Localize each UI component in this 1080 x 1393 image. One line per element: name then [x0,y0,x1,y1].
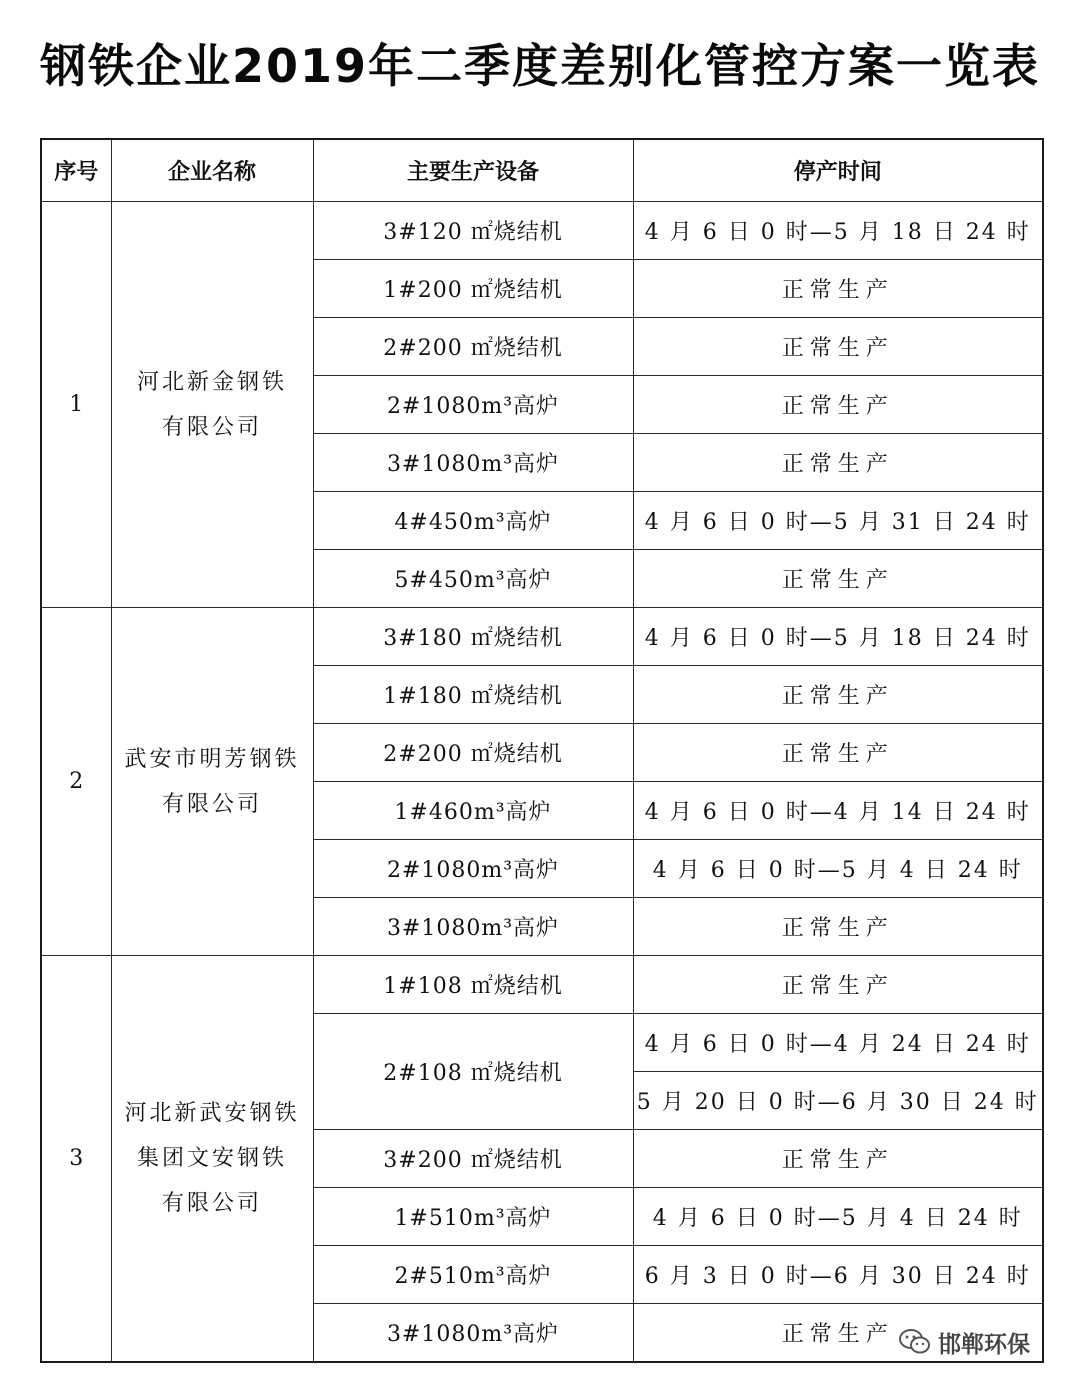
stop-time-cell: 正常生产 [633,434,1043,492]
row-index: 1 [41,202,111,608]
equipment-cell: 1#180 ㎡烧结机 [313,666,633,724]
header-stop-time: 停产时间 [633,139,1043,202]
equipment-cell: 3#120 ㎡烧结机 [313,202,633,260]
stop-time-cell: 正常生产 [633,898,1043,956]
equipment-cell: 2#510m³高炉 [313,1246,633,1304]
company-name-line: 河北新武安钢铁 [124,1101,300,1126]
stop-time-cell: 正常生产 [633,1130,1043,1188]
table-body [41,202,1043,1363]
stop-time-cell: 正常生产 [633,550,1043,608]
stop-time-cell: 正常生产 [633,376,1043,434]
stop-time-cell: 正常生产 [633,724,1043,782]
equipment-cell: 2#108 ㎡烧结机 [313,1014,633,1130]
company-name [111,956,313,1363]
stop-time-cell: 4 月 6 日 0 时—5 月 18 日 24 时 [633,202,1043,260]
stop-time-cell: 6 月 3 日 0 时—6 月 30 日 24 时 [633,1246,1043,1304]
row-index: 2 [41,608,111,956]
equipment-cell: 3#1080m³高炉 [313,1304,633,1363]
equipment-cell: 1#510m³高炉 [313,1188,633,1246]
equipment-cell: 2#1080m³高炉 [313,376,633,434]
company-name-line: 有限公司 [161,414,262,440]
stop-time-cell: 5 月 20 日 0 时—6 月 30 日 24 时 [633,1072,1043,1130]
table-row [41,956,1043,1014]
company-name [111,608,313,956]
equipment-cell: 2#1080m³高炉 [313,840,633,898]
stop-time-cell: 4 月 6 日 0 时—5 月 18 日 24 时 [633,608,1043,666]
stop-time-cell: 正常生产 [633,1304,1043,1363]
equipment-cell: 2#200 ㎡烧结机 [313,318,633,376]
table-row [41,202,1043,260]
company-name-line: 河北新金钢铁 [136,369,287,395]
stop-time-cell: 正常生产 [633,666,1043,724]
stop-time-cell: 4 月 6 日 0 时—4 月 24 日 24 时 [633,1014,1043,1072]
wechat-icon [898,1327,932,1357]
equipment-cell: 3#1080m³高炉 [313,434,633,492]
equipment-cell: 2#200 ㎡烧结机 [313,724,633,782]
company-name-line: 有限公司 [161,1191,262,1216]
equipment-cell: 3#1080m³高炉 [313,898,633,956]
equipment-cell: 3#180 ㎡烧结机 [313,608,633,666]
table-header-row [41,139,1043,202]
equipment-cell: 3#200 ㎡烧结机 [313,1130,633,1188]
equipment-cell: 1#200 ㎡烧结机 [313,260,633,318]
equipment-cell: 1#108 ㎡烧结机 [313,956,633,1014]
company-name-line: 武安市明芳钢铁 [124,746,300,772]
header-company: 企业名称 [111,139,313,202]
equipment-cell: 5#450m³高炉 [313,550,633,608]
stop-time-cell: 4 月 6 日 0 时—5 月 31 日 24 时 [633,492,1043,550]
header-index: 序号 [41,139,111,202]
equipment-cell: 1#460m³高炉 [313,782,633,840]
row-index: 3 [41,956,111,1363]
table-row [41,608,1043,666]
stop-time-cell: 4 月 6 日 0 时—4 月 14 日 24 时 [633,782,1043,840]
watermark [898,1322,1030,1362]
control-plan-table [40,138,1044,1363]
stop-time-cell: 4 月 6 日 0 时—5 月 4 日 24 时 [633,840,1043,898]
stop-time-cell: 4 月 6 日 0 时—5 月 4 日 24 时 [633,1188,1043,1246]
page-title: 钢铁企业2019年二季度差别化管控方案一览表 [39,39,1041,93]
stop-time-cell: 正常生产 [633,260,1043,318]
stop-time-cell: 正常生产 [633,318,1043,376]
company-name-line: 有限公司 [161,791,262,817]
company-name-line: 集团文安钢铁 [136,1146,287,1171]
watermark-text: 邯郸环保 [938,1331,1030,1358]
stop-time-cell: 正常生产 [633,956,1043,1014]
header-equipment: 主要生产设备 [313,139,633,202]
equipment-cell: 4#450m³高炉 [313,492,633,550]
company-name [111,202,313,608]
